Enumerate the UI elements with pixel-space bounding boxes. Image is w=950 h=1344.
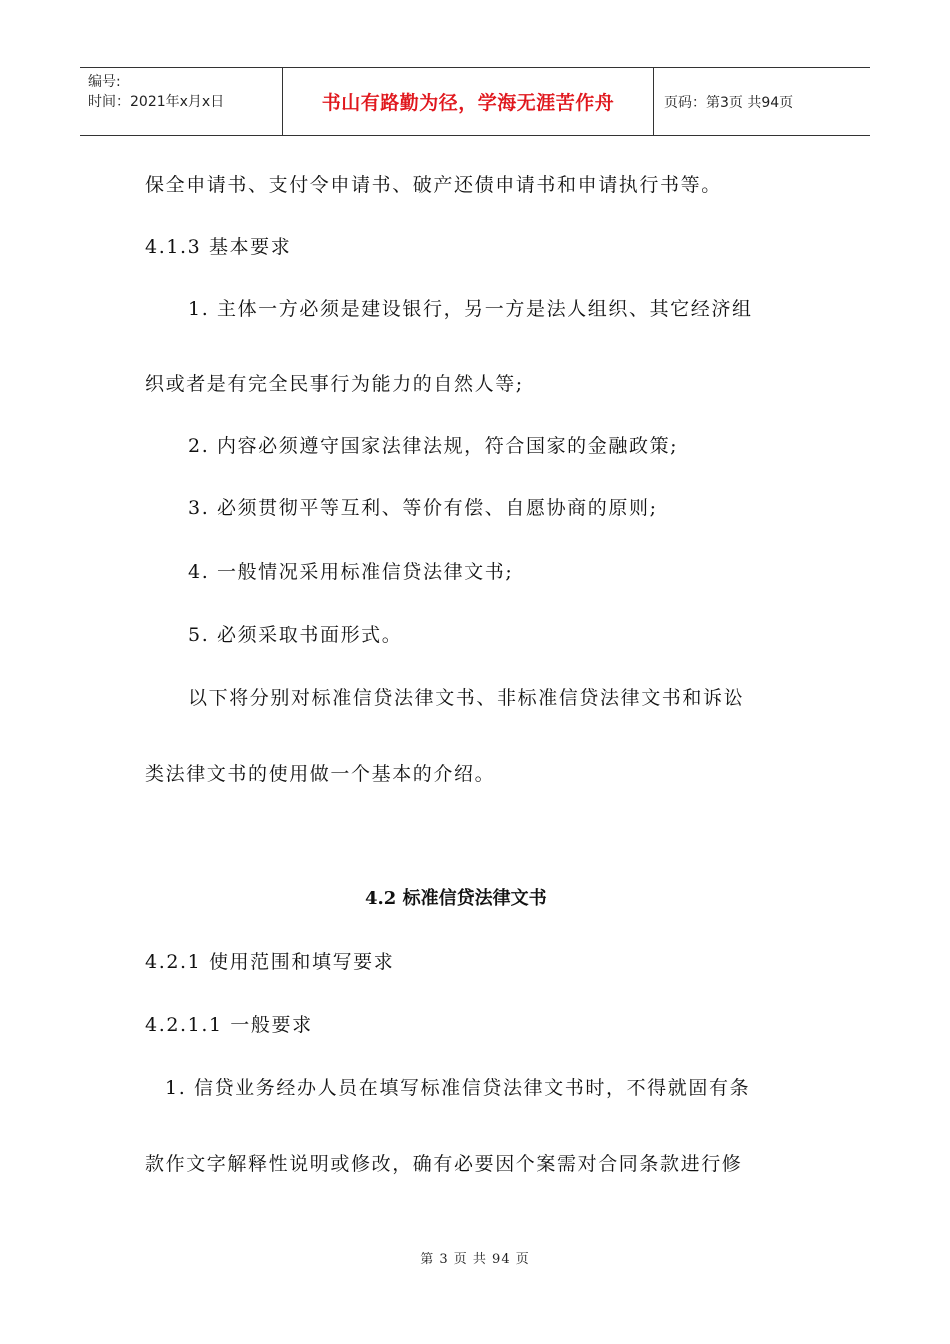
body-line: 保全申请书、支付令申请书、破产还债申请书和申请执行书等。: [145, 174, 722, 196]
header-page-info: 页码：第3页 共94页: [664, 94, 794, 111]
header-page-cell: [654, 68, 870, 135]
body-line: 织或者是有完全民事行为能力的自然人等;: [145, 373, 524, 395]
list-item: 4. 一般情况采用标准信贷法律文书;: [188, 561, 514, 583]
body-line: 类法律文书的使用做一个基本的介绍。: [145, 763, 496, 785]
subsection-heading: 4.1.3 基本要求: [145, 236, 292, 258]
list-item: 1. 信贷业务经办人员在填写标准信贷法律文书时，不得就固有条: [165, 1077, 751, 1099]
document-number-label: 编号:: [88, 74, 121, 90]
document-time-label: 时间：2021年x月x日: [88, 94, 225, 110]
body-line: 以下将分别对标准信贷法律文书、非标准信贷法律文书和诉讼: [188, 687, 745, 709]
subsection-heading: 4.2.1 使用范围和填写要求: [145, 951, 395, 973]
page-footer: 第 3 页 共 94 页: [420, 1252, 530, 1267]
section-heading: 4.2 标准信贷法律文书: [365, 888, 547, 909]
list-item: 2. 内容必须遵守国家法律法规，符合国家的金融政策;: [188, 435, 679, 457]
header-motto-cell: [283, 68, 654, 135]
page-header: [80, 67, 870, 136]
list-item: 1. 主体一方必须是建设银行，另一方是法人组织、其它经济组: [188, 298, 753, 320]
list-item: 5. 必须采取书面形式。: [188, 624, 403, 646]
list-item: 3. 必须贯彻平等互利、等价有偿、自愿协商的原则;: [188, 497, 658, 519]
body-line: 款作文字解释性说明或修改，确有必要因个案需对合同条款进行修: [145, 1153, 743, 1175]
header-motto: 书山有路勤为径，学海无涯苦作舟: [321, 92, 615, 114]
header-meta-cell: [80, 68, 283, 135]
subsection-heading: 4.2.1.1 一般要求: [145, 1014, 313, 1036]
